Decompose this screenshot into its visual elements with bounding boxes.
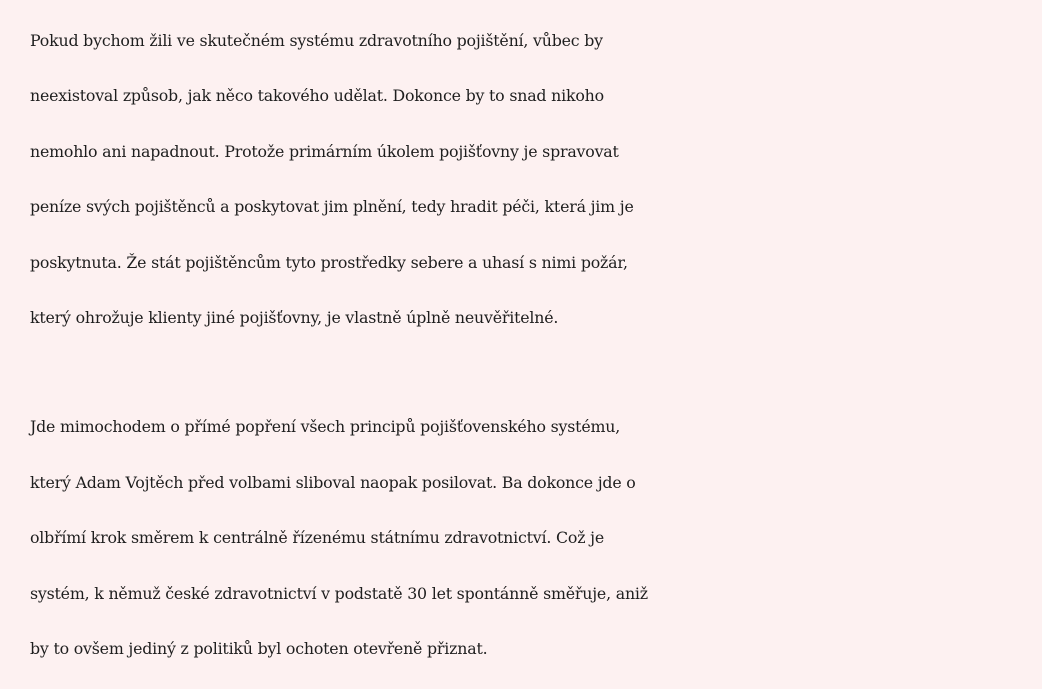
text-line: systém, k němuž české zdravotnictví v podstatě 30 let spontánně směřuje, aniž [30, 583, 648, 603]
paragraph-1 [30, 13, 1040, 345]
text-line: olbřímí krok směrem k centrálně řízenému státnímu zdravotnictví. Což je [30, 528, 604, 548]
text-line: Pokud bychom žili ve skutečném systému zdravotního pojištění, vůbec by [30, 31, 603, 50]
text-line: Jde mimochodem o přímé popření všech principů pojišťovenského systému, [30, 417, 621, 437]
text-line: neexistoval způsob, jak něco takového udělat. Dokonce by to snad nikoho [30, 86, 604, 106]
text-line: který Adam Vojtěch před volbami sliboval naopak posilovat. Ba dokonce jde o [30, 472, 636, 492]
text-line: peníze svých pojištěnců a poskytovat jim plnění, tedy hradit péči, která jim je [30, 197, 634, 217]
paragraph-2 [30, 399, 1040, 676]
text-line: nemohlo ani napadnout. Protože primárním úkolem pojišťovny je spravovat [30, 141, 619, 161]
text-line: poskytnuta. Že stát pojištěncům tyto prostředky sebere a uhasí s nimi požár, [30, 252, 628, 272]
text-line: by to ovšem jediný z politiků byl ochoten otevřeně přiznat. [30, 639, 488, 659]
text-line: který ohrožuje klienty jiné pojišťovny, je vlastně úplně neuvěřitelné. [30, 308, 559, 328]
